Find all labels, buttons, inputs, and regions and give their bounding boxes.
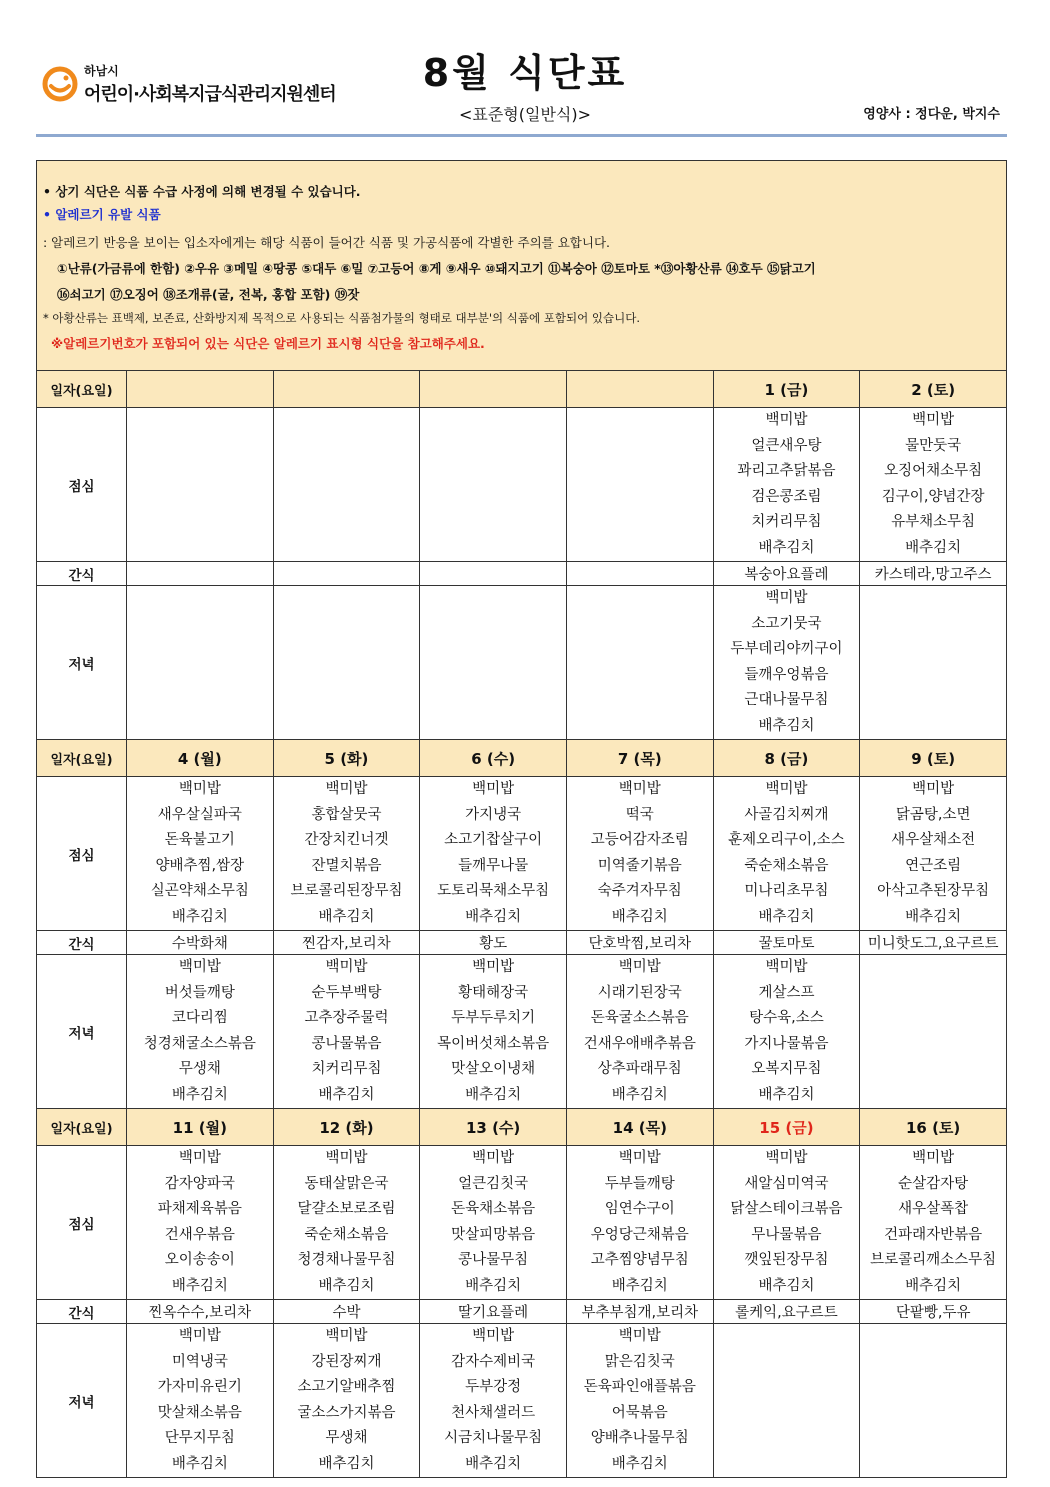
menu-item: 훈제오리구이,소스 <box>728 832 845 848</box>
menu-item: 건새우애배추볶음 <box>583 1035 696 1052</box>
menu-item: 백미밥 <box>325 1328 368 1344</box>
menu-item: 배추김치 <box>905 908 962 925</box>
menu-item: 코다리찜 <box>171 1010 228 1026</box>
menu-item: 맑은김칫국 <box>604 1353 675 1370</box>
snack-row <box>37 931 1007 955</box>
menu-item: 강된장찌개 <box>311 1353 382 1370</box>
menu-item: 잔멸치볶음 <box>311 857 382 874</box>
menu-item: 순살감자탕 <box>898 1175 969 1192</box>
snack-cell: 롤케익,요구르트 <box>713 1300 860 1324</box>
day-header: 14 (목) <box>566 1109 713 1146</box>
date-label: 일자(요일) <box>37 371 127 408</box>
dinner-cell <box>420 586 567 740</box>
day-header: 5 (화) <box>273 740 420 777</box>
menu-item: 얼큰새우탕 <box>751 437 822 454</box>
menu-item: 배추김치 <box>465 908 522 925</box>
lunch-cell <box>127 777 274 931</box>
menu-item: 치커리무침 <box>311 1061 382 1077</box>
menu-item: 가지냉국 <box>465 806 522 823</box>
dinner-cell <box>713 955 860 1109</box>
day-header: 4 (월) <box>127 740 274 777</box>
page-title: 8월 식단표 <box>422 51 628 95</box>
lunch-row <box>37 408 1007 562</box>
menu-item: 목이버섯채소볶음 <box>437 1035 550 1052</box>
menu-item: 새우살실파국 <box>157 806 242 823</box>
day-header: 6 (수) <box>420 740 567 777</box>
menu-item: 가자미유린기 <box>157 1379 242 1395</box>
menu-item: 탕수육,소스 <box>749 1010 824 1026</box>
menu-item: 배추김치 <box>905 539 962 556</box>
dinner-cell <box>713 1324 860 1478</box>
menu-item: 배추김치 <box>171 908 228 925</box>
snack-cell: 부추부침개,보리차 <box>566 1300 713 1324</box>
org-city: 하남시 <box>84 64 119 78</box>
snack-label: 간식 <box>37 931 127 955</box>
dinner-cell <box>860 955 1007 1109</box>
menu-item: 단무지무침 <box>164 1430 235 1446</box>
menu-item: 감자수제비국 <box>451 1353 536 1370</box>
day-header <box>273 371 420 408</box>
day-header: 12 (화) <box>273 1109 420 1146</box>
dinner-label: 저녁 <box>37 586 127 740</box>
menu-item: 백미밥 <box>618 1328 661 1344</box>
menu-item: 배추김치 <box>758 717 815 734</box>
lunch-cell <box>127 408 274 562</box>
menu-item: 배추김치 <box>611 908 668 925</box>
menu-item: 청경채굴소스볶음 <box>143 1035 256 1052</box>
menu-item: 시래기된장국 <box>597 984 682 1001</box>
menu-item: 맛살피망볶음 <box>451 1226 536 1243</box>
dinner-label: 저녁 <box>37 955 127 1109</box>
menu-item: 고추찜양념무침 <box>590 1252 689 1268</box>
snack-cell: 복숭아요플레 <box>713 562 860 586</box>
dinner-label: 저녁 <box>37 1324 127 1478</box>
menu-item: 두부들깨탕 <box>604 1175 675 1192</box>
menu-item: 건파래자반볶음 <box>884 1226 983 1243</box>
menu-item: 간장치킨너겟 <box>304 832 389 848</box>
menu-item: 맛살오이냉채 <box>451 1061 536 1077</box>
menu-item: 감자양파국 <box>164 1175 235 1192</box>
menu-item: 콩나물무침 <box>458 1252 529 1268</box>
lunch-cell <box>566 408 713 562</box>
menu-item: 미역냉국 <box>171 1353 228 1370</box>
menu-item: 백미밥 <box>765 1150 808 1166</box>
menu-item: 배추김치 <box>905 1277 962 1294</box>
day-header: 11 (월) <box>127 1109 274 1146</box>
menu-item: 배추김치 <box>758 1086 815 1103</box>
menu-table <box>36 370 1007 1478</box>
menu-item: 백미밥 <box>618 959 661 975</box>
menu-item: 백미밥 <box>618 781 661 797</box>
day-header: 13 (수) <box>420 1109 567 1146</box>
day-header <box>127 371 274 408</box>
menu-item: 소고기찹살구이 <box>444 832 543 848</box>
menu-item: 백미밥 <box>765 781 808 797</box>
menu-item: 고추장주물럭 <box>304 1010 389 1026</box>
notice-allergy-menu-ref: ※알레르기번호가 포함되어 있는 식단은 알레르기 표시형 식단을 참고해주세요. <box>51 336 485 351</box>
snack-cell <box>420 562 567 586</box>
menu-item: 새알심미역국 <box>744 1175 829 1192</box>
date-label: 일자(요일) <box>37 1109 127 1146</box>
dinner-row <box>37 955 1007 1109</box>
page-subtitle: <표준형(일반식)> <box>458 105 592 124</box>
menu-item: 황태해장국 <box>458 984 529 1001</box>
menu-item: 유부채소무침 <box>891 514 976 530</box>
day-header: 16 (토) <box>860 1109 1007 1146</box>
menu-item: 백미밥 <box>912 781 955 797</box>
menu-item: 돈육불고기 <box>164 832 235 848</box>
menu-item: 깻잎된장무침 <box>744 1252 829 1268</box>
dinner-cell <box>420 1324 567 1478</box>
menu-item: 가지나물볶음 <box>744 1035 829 1052</box>
dinner-row <box>37 1324 1007 1478</box>
lunch-cell <box>713 1146 860 1300</box>
snack-cell: 단호박찜,보리차 <box>566 931 713 955</box>
menu-item: 배추김치 <box>318 1277 375 1294</box>
menu-item: 맛살채소볶음 <box>157 1404 242 1421</box>
snack-row <box>37 562 1007 586</box>
lunch-cell <box>566 777 713 931</box>
lunch-cell <box>713 408 860 562</box>
menu-item: 오복지무침 <box>751 1061 822 1077</box>
dinner-cell <box>713 586 860 740</box>
notice-box <box>36 160 1007 371</box>
menu-item: 백미밥 <box>472 1150 515 1166</box>
menu-item: 오이송송이 <box>164 1252 235 1268</box>
menu-item: 도토리묵채소무침 <box>437 883 550 899</box>
menu-item: 두부강정 <box>465 1379 522 1395</box>
menu-item: 죽순채소볶음 <box>744 857 829 874</box>
snack-cell <box>127 562 274 586</box>
lunch-label: 점심 <box>37 777 127 931</box>
menu-item: 고등어감자조림 <box>590 832 689 848</box>
menu-item: 배추김치 <box>318 908 375 925</box>
menu-item: 백미밥 <box>472 959 515 975</box>
menu-item: 돈육채소볶음 <box>451 1201 536 1217</box>
lunch-cell <box>273 777 420 931</box>
day-header <box>566 371 713 408</box>
menu-item: 치커리무침 <box>751 514 822 530</box>
menu-item: 무나물볶음 <box>751 1226 822 1243</box>
day-header: 7 (목) <box>566 740 713 777</box>
menu-item: 배추김치 <box>465 1086 522 1103</box>
menu-item: 백미밥 <box>178 1150 221 1166</box>
dinner-cell <box>127 955 274 1109</box>
menu-item: 홍합살뭇국 <box>311 806 382 823</box>
menu-item: 배추김치 <box>465 1455 522 1472</box>
snack-cell: 딸기요플레 <box>420 1300 567 1324</box>
menu-item: 돈육굴소스볶음 <box>590 1010 689 1026</box>
menu-item: 백미밥 <box>912 412 955 428</box>
day-header <box>420 371 567 408</box>
menu-item: 배추김치 <box>611 1277 668 1294</box>
snack-label: 간식 <box>37 562 127 586</box>
menu-item: 백미밥 <box>472 1328 515 1344</box>
date-header-row <box>37 1109 1007 1146</box>
lunch-row <box>37 777 1007 931</box>
menu-item: 사골김치찌개 <box>744 806 829 823</box>
lunch-cell <box>273 408 420 562</box>
menu-item: 얼큰김칫국 <box>458 1175 529 1192</box>
menu-item: 두부데리야끼구이 <box>730 641 843 657</box>
menu-item: 백미밥 <box>618 1150 661 1166</box>
dinner-cell <box>273 955 420 1109</box>
menu-item: 들깨무나물 <box>458 857 529 874</box>
menu-item: 죽순채소볶음 <box>304 1226 389 1243</box>
menu-item: 숙주겨자무침 <box>597 883 682 899</box>
menu-item: 어묵볶음 <box>611 1404 668 1421</box>
lunch-cell <box>860 408 1007 562</box>
dinner-cell <box>273 586 420 740</box>
menu-item: 검은콩조림 <box>751 488 822 505</box>
lunch-cell <box>713 777 860 931</box>
day-header: 1 (금) <box>713 371 860 408</box>
menu-item: 굴소스가지볶음 <box>297 1404 396 1421</box>
snack-cell: 찐옥수수,보리차 <box>127 1300 274 1324</box>
lunch-row <box>37 1146 1007 1300</box>
lunch-label: 점심 <box>37 1146 127 1300</box>
dinner-row <box>37 586 1007 740</box>
snack-cell: 찐감자,보리차 <box>273 931 420 955</box>
day-header: 15 (금) <box>713 1109 860 1146</box>
menu-item: 닭곰탕,소면 <box>895 806 971 823</box>
menu-item: 청경채나물무침 <box>297 1252 396 1268</box>
menu-item: 상추파래무침 <box>597 1061 682 1077</box>
menu-item: 근대나물무침 <box>744 692 829 708</box>
menu-item: 닭살스테이크볶음 <box>730 1201 843 1217</box>
menu-item: 아삭고추된장무침 <box>877 883 990 899</box>
snack-cell: 수박화채 <box>127 931 274 955</box>
menu-item: 실곤약채소무침 <box>150 883 249 899</box>
lunch-cell <box>860 777 1007 931</box>
menu-item: 임연수구이 <box>604 1201 675 1217</box>
menu-item: 천사채샐러드 <box>451 1404 536 1421</box>
menu-item: 배추김치 <box>171 1086 228 1103</box>
menu-item: 새우살채소전 <box>891 832 976 848</box>
menu-item: 브로콜리깨소스무침 <box>870 1252 997 1268</box>
lunch-cell <box>420 408 567 562</box>
menu-item: 백미밥 <box>765 412 808 428</box>
dinner-cell <box>860 586 1007 740</box>
menu-item: 순두부백탕 <box>311 984 382 1001</box>
menu-item: 꽈리고추닭볶음 <box>737 463 836 479</box>
menu-item: 김구이,양념간장 <box>881 488 985 505</box>
menu-item: 버섯들깨탕 <box>164 984 235 1001</box>
notice-sulfite: * 아황산류는 표백제, 보존료, 산화방지제 목적으로 사용되는 식품첨가물의 형태로 대부분'의 식품에 포함되어 있습니다. <box>43 311 640 325</box>
menu-item: 배추김치 <box>611 1455 668 1472</box>
org-name: 어린이·사회복지급식관리지원센터 <box>84 84 336 105</box>
dinner-cell <box>420 955 567 1109</box>
snack-row <box>37 1300 1007 1324</box>
date-header-row <box>37 740 1007 777</box>
snack-cell: 미니핫도그,요구르트 <box>860 931 1007 955</box>
menu-item: 배추김치 <box>318 1086 375 1103</box>
menu-item: 배추김치 <box>318 1455 375 1472</box>
menu-item: 배추김치 <box>758 908 815 925</box>
snack-cell: 꿀토마토 <box>713 931 860 955</box>
dinner-cell <box>860 1324 1007 1478</box>
snack-label: 간식 <box>37 1300 127 1324</box>
lunch-cell <box>127 1146 274 1300</box>
menu-item: 백미밥 <box>325 1150 368 1166</box>
menu-item: 새우살폭찹 <box>898 1201 969 1217</box>
menu-item: 떡국 <box>625 806 654 823</box>
snack-cell: 단팥빵,두유 <box>860 1300 1007 1324</box>
menu-item: 양배추찜,쌈장 <box>155 857 245 874</box>
menu-item: 백미밥 <box>178 1328 221 1344</box>
menu-item: 우엉당근채볶음 <box>590 1226 689 1243</box>
lunch-cell <box>420 777 567 931</box>
menu-item: 연근조림 <box>905 857 962 874</box>
menu-item: 오징어채소무침 <box>884 463 983 479</box>
menu-item: 무생채 <box>325 1430 368 1446</box>
lunch-cell <box>420 1146 567 1300</box>
lunch-label: 점심 <box>37 408 127 562</box>
menu-item: 배추김치 <box>758 1277 815 1294</box>
menu-item: 백미밥 <box>912 1150 955 1166</box>
snack-cell <box>273 562 420 586</box>
dietitian-credit: 영양사 : 정다운, 박지수 <box>863 107 1000 122</box>
notice-change: • 상기 식단은 식품 수급 사정에 의해 변경될 수 있습니다. <box>43 184 361 199</box>
menu-item: 들깨우엉볶음 <box>744 666 829 683</box>
menu-item: 배추김치 <box>171 1455 228 1472</box>
lunch-cell <box>273 1146 420 1300</box>
date-label: 일자(요일) <box>37 740 127 777</box>
menu-item: 돈육파인애플볶음 <box>583 1379 696 1395</box>
menu-item: 미나리초무침 <box>744 883 829 899</box>
dinner-cell <box>273 1324 420 1478</box>
menu-item: 물만둣국 <box>905 437 962 454</box>
header-divider <box>36 134 1007 137</box>
menu-item: 콩나물볶음 <box>311 1035 382 1052</box>
menu-item: 배추김치 <box>171 1277 228 1294</box>
allergen-list-1: ①난류(가금류에 한함) ②우유 ③메밀 ④땅콩 ⑤대두 ⑥밀 ⑦고등어 ⑧게 ⑨새우 ⑩돼지고기 ⑪복숭아 ⑫토마토 *⑬아황산류 ⑭호두 ⑮닭고기 <box>57 261 816 276</box>
menu-item: 백미밥 <box>472 781 515 797</box>
day-header: 2 (토) <box>860 371 1007 408</box>
dinner-cell <box>127 1324 274 1478</box>
dinner-cell <box>566 1324 713 1478</box>
menu-item: 시금치나물무침 <box>444 1430 543 1446</box>
menu-item: 소고기알배추찜 <box>297 1379 396 1395</box>
snack-cell: 황도 <box>420 931 567 955</box>
menu-item: 백미밥 <box>178 781 221 797</box>
day-header: 8 (금) <box>713 740 860 777</box>
menu-item: 양배추나물무침 <box>590 1430 689 1446</box>
lunch-cell <box>566 1146 713 1300</box>
menu-item: 무생채 <box>178 1061 221 1077</box>
snack-cell: 카스테라,망고주스 <box>860 562 1007 586</box>
menu-item: 백미밥 <box>325 959 368 975</box>
menu-item: 배추김치 <box>758 539 815 556</box>
dinner-cell <box>127 586 274 740</box>
menu-item: 배추김치 <box>465 1277 522 1294</box>
menu-item: 백미밥 <box>325 781 368 797</box>
menu-item: 백미밥 <box>178 959 221 975</box>
menu-item: 동태살맑은국 <box>304 1175 389 1192</box>
dinner-cell <box>566 955 713 1109</box>
menu-item: 미역줄기볶음 <box>597 857 682 874</box>
dinner-cell <box>566 586 713 740</box>
menu-item: 달걀소보로조림 <box>297 1201 396 1217</box>
day-header: 9 (토) <box>860 740 1007 777</box>
menu-item: 백미밥 <box>765 959 808 975</box>
menu-item: 백미밥 <box>765 590 808 606</box>
snack-cell <box>566 562 713 586</box>
notice-allergy-caution: : 알레르기 반응을 보이는 입소자에게는 해당 식품이 들어간 식품 및 가공식품에 각별한 주의를 요합니다. <box>43 235 610 250</box>
menu-item: 파채제육볶음 <box>157 1201 242 1217</box>
menu-item: 두부두루치기 <box>451 1010 536 1026</box>
lunch-cell <box>860 1146 1007 1300</box>
snack-cell: 수박 <box>273 1300 420 1324</box>
menu-item: 소고기뭇국 <box>751 615 822 632</box>
notice-allergy-heading: • 알레르기 유발 식품 <box>43 207 161 222</box>
menu-item: 건새우볶음 <box>164 1226 235 1243</box>
menu-item: 게살스프 <box>758 984 815 1001</box>
menu-item: 브로콜리된장무침 <box>290 883 403 899</box>
date-header-row <box>37 371 1007 408</box>
allergen-list-2: ⑯쇠고기 ⑰오징어 ⑱조개류(굴, 전복, 홍합 포함) ⑲잣 <box>57 287 360 302</box>
menu-item: 배추김치 <box>611 1086 668 1103</box>
